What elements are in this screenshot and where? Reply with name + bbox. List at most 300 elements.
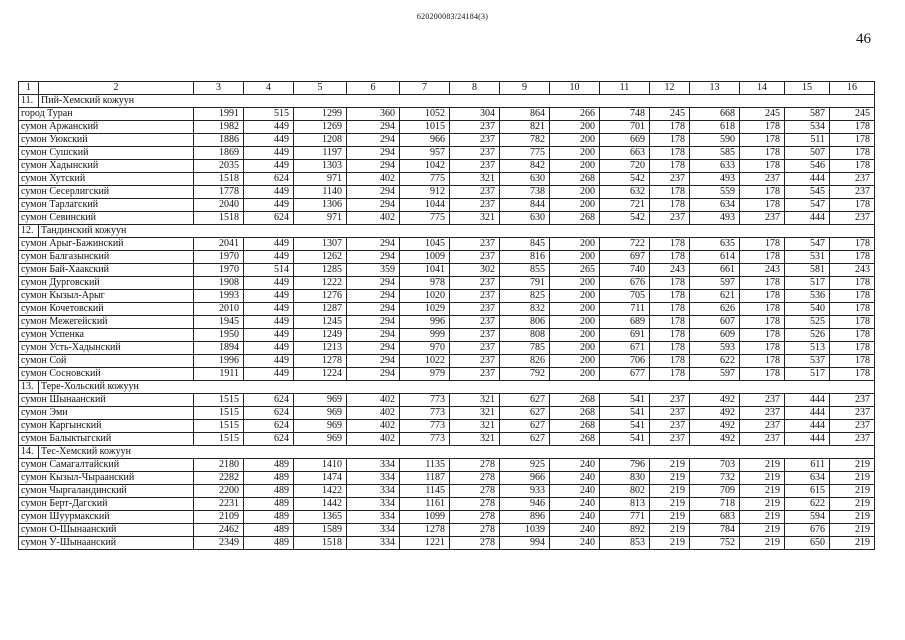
value-cell: 1262 [294,251,347,264]
table-row [19,160,875,173]
value-cell: 946 [500,498,550,511]
value-cell: 294 [347,342,400,355]
value-cell: 444 [785,394,830,407]
value-cell: 178 [650,251,690,264]
value-cell: 449 [244,368,294,381]
value-cell: 541 [600,433,650,446]
value-cell: 237 [450,342,500,355]
row-name: сумон Уюкский [19,134,194,147]
row-name: сумон Дурговский [19,277,194,290]
value-cell: 971 [294,212,347,225]
value-cell: 2282 [194,472,244,485]
table-row [19,173,875,186]
value-cell: 219 [830,524,875,537]
value-cell: 178 [830,134,875,147]
value-cell: 1515 [194,407,244,420]
value-cell: 1422 [294,485,347,498]
value-cell: 1278 [294,355,347,368]
value-cell: 676 [785,524,830,537]
row-name: сумон Сой [19,355,194,368]
section-index: 13. [19,381,39,394]
table-row [19,329,875,342]
value-cell: 844 [500,199,550,212]
value-cell: 360 [347,108,400,121]
value-cell: 773 [400,407,450,420]
value-cell: 1276 [294,290,347,303]
table-row [19,524,875,537]
value-cell: 1303 [294,160,347,173]
value-cell: 782 [500,134,550,147]
value-cell: 514 [244,264,294,277]
value-cell: 278 [450,498,500,511]
value-cell: 294 [347,160,400,173]
value-cell: 449 [244,134,294,147]
value-cell: 178 [650,329,690,342]
value-cell: 278 [450,524,500,537]
value-cell: 1911 [194,368,244,381]
value-cell: 1299 [294,108,347,121]
value-cell: 237 [450,238,500,251]
value-cell: 334 [347,524,400,537]
table-row [19,251,875,264]
value-cell: 444 [785,433,830,446]
value-cell: 2035 [194,160,244,173]
value-cell: 2349 [194,537,244,550]
value-cell: 449 [244,160,294,173]
section-row [19,381,875,394]
value-cell: 237 [450,277,500,290]
value-cell: 632 [600,186,650,199]
value-cell: 493 [690,212,740,225]
row-name: сумон Аржанский [19,121,194,134]
value-cell: 178 [830,238,875,251]
value-cell: 669 [600,134,650,147]
value-cell: 1009 [400,251,450,264]
value-cell: 237 [450,290,500,303]
value-cell: 2231 [194,498,244,511]
value-cell: 265 [550,264,600,277]
value-cell: 537 [785,355,830,368]
value-cell: 661 [690,264,740,277]
value-cell: 268 [550,394,600,407]
value-cell: 237 [450,186,500,199]
value-cell: 511 [785,134,830,147]
value-cell: 676 [600,277,650,290]
row-name: сумон Севинский [19,212,194,225]
value-cell: 517 [785,368,830,381]
value-cell: 178 [740,329,785,342]
value-cell: 240 [550,472,600,485]
value-cell: 627 [500,394,550,407]
value-cell: 2200 [194,485,244,498]
value-cell: 178 [830,121,875,134]
value-cell: 1029 [400,303,450,316]
value-cell: 178 [830,251,875,264]
row-name: сумон Хутский [19,173,194,186]
value-cell: 219 [830,511,875,524]
value-cell: 966 [400,134,450,147]
value-cell: 278 [450,485,500,498]
value-cell: 718 [690,498,740,511]
value-cell: 593 [690,342,740,355]
value-cell: 634 [785,472,830,485]
value-cell: 200 [550,342,600,355]
value-cell: 1278 [400,524,450,537]
value-cell: 842 [500,160,550,173]
value-cell: 1208 [294,134,347,147]
value-cell: 775 [500,147,550,160]
value-cell: 268 [550,212,600,225]
row-name: сумон О-Шынаанский [19,524,194,537]
value-cell: 178 [740,277,785,290]
value-cell: 912 [400,186,450,199]
value-cell: 240 [550,511,600,524]
value-cell: 294 [347,290,400,303]
value-cell: 748 [600,108,650,121]
value-cell: 1213 [294,342,347,355]
value-cell: 178 [740,121,785,134]
value-cell: 1996 [194,355,244,368]
value-cell: 830 [600,472,650,485]
value-cell: 178 [740,342,785,355]
value-cell: 178 [650,160,690,173]
value-cell: 1515 [194,394,244,407]
table-row [19,264,875,277]
column-header: 7 [400,82,450,95]
value-cell: 1945 [194,316,244,329]
value-cell: 738 [500,186,550,199]
section-row [19,225,875,238]
value-cell: 219 [740,511,785,524]
column-header: 2 [39,82,194,95]
value-cell: 970 [400,342,450,355]
value-cell: 219 [650,498,690,511]
column-header: 1 [19,82,39,95]
table-body [19,82,875,550]
value-cell: 178 [740,355,785,368]
value-cell: 334 [347,485,400,498]
table-row [19,316,875,329]
table-row [19,537,875,550]
value-cell: 1970 [194,251,244,264]
value-cell: 1020 [400,290,450,303]
value-cell: 671 [600,342,650,355]
column-header: 4 [244,82,294,95]
value-cell: 237 [450,121,500,134]
value-cell: 178 [740,160,785,173]
value-cell: 334 [347,511,400,524]
value-cell: 1044 [400,199,450,212]
value-cell: 650 [785,537,830,550]
value-cell: 627 [500,420,550,433]
value-cell: 1982 [194,121,244,134]
value-cell: 237 [740,212,785,225]
value-cell: 1145 [400,485,450,498]
value-cell: 219 [830,485,875,498]
value-cell: 178 [740,303,785,316]
value-cell: 526 [785,329,830,342]
value-cell: 1285 [294,264,347,277]
value-cell: 178 [650,316,690,329]
value-cell: 219 [650,459,690,472]
value-cell: 624 [244,407,294,420]
value-cell: 594 [785,511,830,524]
value-cell: 1589 [294,524,347,537]
value-cell: 278 [450,459,500,472]
value-cell: 542 [600,212,650,225]
value-cell: 1515 [194,433,244,446]
value-cell: 219 [650,472,690,485]
page-number: 46 [856,31,871,47]
column-header: 12 [650,82,690,95]
value-cell: 994 [500,537,550,550]
table-row [19,199,875,212]
row-name: сумон Усть-Хадынский [19,342,194,355]
value-cell: 507 [785,147,830,160]
value-cell: 219 [740,459,785,472]
value-cell: 1518 [294,537,347,550]
value-cell: 449 [244,251,294,264]
value-cell: 541 [600,420,650,433]
value-cell: 705 [600,290,650,303]
row-name: сумон Межегейский [19,316,194,329]
value-cell: 492 [690,433,740,446]
value-cell: 200 [550,199,600,212]
value-cell: 701 [600,121,650,134]
value-cell: 321 [450,394,500,407]
value-cell: 808 [500,329,550,342]
row-name: сумон Каргынский [19,420,194,433]
value-cell: 219 [650,524,690,537]
value-cell: 489 [244,524,294,537]
value-cell: 492 [690,394,740,407]
data-table [18,81,875,550]
value-cell: 245 [650,108,690,121]
value-cell: 996 [400,316,450,329]
value-cell: 627 [500,407,550,420]
value-cell: 624 [244,420,294,433]
value-cell: 1306 [294,199,347,212]
value-cell: 969 [294,420,347,433]
value-cell: 513 [785,342,830,355]
value-cell: 237 [650,407,690,420]
value-cell: 624 [244,433,294,446]
value-cell: 178 [650,277,690,290]
value-cell: 219 [830,472,875,485]
value-cell: 449 [244,238,294,251]
value-cell: 219 [740,498,785,511]
value-cell: 200 [550,147,600,160]
value-cell: 559 [690,186,740,199]
value-cell: 969 [294,394,347,407]
value-cell: 237 [450,355,500,368]
value-cell: 2462 [194,524,244,537]
value-cell: 219 [740,524,785,537]
row-name: сумон Кочетовский [19,303,194,316]
value-cell: 1245 [294,316,347,329]
value-cell: 268 [550,433,600,446]
value-cell: 402 [347,420,400,433]
value-cell: 784 [690,524,740,537]
row-name: сумон Балыктыгский [19,433,194,446]
value-cell: 624 [244,173,294,186]
section-row [19,446,875,459]
table-row [19,459,875,472]
column-header: 6 [347,82,400,95]
value-cell: 845 [500,238,550,251]
table-row [19,277,875,290]
value-cell: 775 [400,173,450,186]
table-header-row [19,82,875,95]
value-cell: 796 [600,459,650,472]
value-cell: 444 [785,212,830,225]
value-cell: 237 [450,147,500,160]
table-row [19,407,875,420]
column-header: 13 [690,82,740,95]
table-row [19,472,875,485]
value-cell: 237 [740,394,785,407]
value-cell: 832 [500,303,550,316]
table-row [19,238,875,251]
value-cell: 219 [650,511,690,524]
value-cell: 709 [690,485,740,498]
value-cell: 540 [785,303,830,316]
value-cell: 219 [830,537,875,550]
value-cell: 294 [347,238,400,251]
value-cell: 240 [550,459,600,472]
row-name: сумон Берт-Дагский [19,498,194,511]
value-cell: 200 [550,121,600,134]
value-cell: 178 [830,342,875,355]
table-row [19,134,875,147]
value-cell: 237 [450,134,500,147]
value-cell: 237 [830,420,875,433]
value-cell: 597 [690,277,740,290]
value-cell: 624 [244,394,294,407]
value-cell: 821 [500,121,550,134]
value-cell: 178 [830,290,875,303]
row-name: сумон Хадынский [19,160,194,173]
table-row [19,485,875,498]
value-cell: 178 [650,199,690,212]
value-cell: 243 [650,264,690,277]
value-cell: 1135 [400,459,450,472]
table-row [19,511,875,524]
value-cell: 200 [550,238,600,251]
row-name: сумон Арыг-Бажинский [19,238,194,251]
value-cell: 321 [450,420,500,433]
value-cell: 243 [740,264,785,277]
value-cell: 178 [740,316,785,329]
value-cell: 607 [690,316,740,329]
value-cell: 802 [600,485,650,498]
section-title: Тандинский кожуун [39,225,875,238]
value-cell: 1365 [294,511,347,524]
value-cell: 334 [347,472,400,485]
value-cell: 635 [690,238,740,251]
value-cell: 1518 [194,173,244,186]
value-cell: 614 [690,251,740,264]
value-cell: 492 [690,420,740,433]
value-cell: 449 [244,186,294,199]
column-header: 8 [450,82,500,95]
value-cell: 294 [347,368,400,381]
value-cell: 237 [830,433,875,446]
value-cell: 449 [244,199,294,212]
value-cell: 200 [550,134,600,147]
value-cell: 268 [550,420,600,433]
value-cell: 627 [500,433,550,446]
value-cell: 1993 [194,290,244,303]
value-cell: 1778 [194,186,244,199]
value-cell: 534 [785,121,830,134]
section-index: 11. [19,95,39,108]
value-cell: 1970 [194,264,244,277]
value-cell: 294 [347,329,400,342]
value-cell: 587 [785,108,830,121]
value-cell: 813 [600,498,650,511]
value-cell: 219 [650,537,690,550]
row-name: сумон Сосновский [19,368,194,381]
value-cell: 449 [244,147,294,160]
value-cell: 402 [347,173,400,186]
value-cell: 541 [600,394,650,407]
value-cell: 611 [785,459,830,472]
value-cell: 200 [550,290,600,303]
row-name: сумон Бай-Хаакский [19,264,194,277]
value-cell: 219 [740,485,785,498]
value-cell: 1991 [194,108,244,121]
table-row [19,108,875,121]
value-cell: 622 [785,498,830,511]
row-name: сумон Сесерлигский [19,186,194,199]
value-cell: 294 [347,134,400,147]
value-cell: 449 [244,342,294,355]
value-cell: 219 [740,472,785,485]
value-cell: 489 [244,511,294,524]
value-cell: 178 [740,147,785,160]
value-cell: 1894 [194,342,244,355]
value-cell: 785 [500,342,550,355]
value-cell: 630 [500,212,550,225]
value-cell: 294 [347,303,400,316]
value-cell: 806 [500,316,550,329]
row-name: сумон Самагалтайский [19,459,194,472]
value-cell: 449 [244,290,294,303]
value-cell: 633 [690,160,740,173]
value-cell: 546 [785,160,830,173]
value-cell: 268 [550,173,600,186]
value-cell: 178 [740,186,785,199]
value-cell: 449 [244,355,294,368]
value-cell: 237 [740,173,785,186]
value-cell: 979 [400,368,450,381]
value-cell: 237 [830,407,875,420]
value-cell: 1307 [294,238,347,251]
value-cell: 1187 [400,472,450,485]
table-row [19,498,875,511]
value-cell: 597 [690,368,740,381]
value-cell: 334 [347,498,400,511]
value-cell: 864 [500,108,550,121]
value-cell: 178 [830,199,875,212]
value-cell: 825 [500,290,550,303]
value-cell: 449 [244,303,294,316]
value-cell: 536 [785,290,830,303]
value-cell: 219 [830,459,875,472]
value-cell: 691 [600,329,650,342]
value-cell: 237 [450,160,500,173]
